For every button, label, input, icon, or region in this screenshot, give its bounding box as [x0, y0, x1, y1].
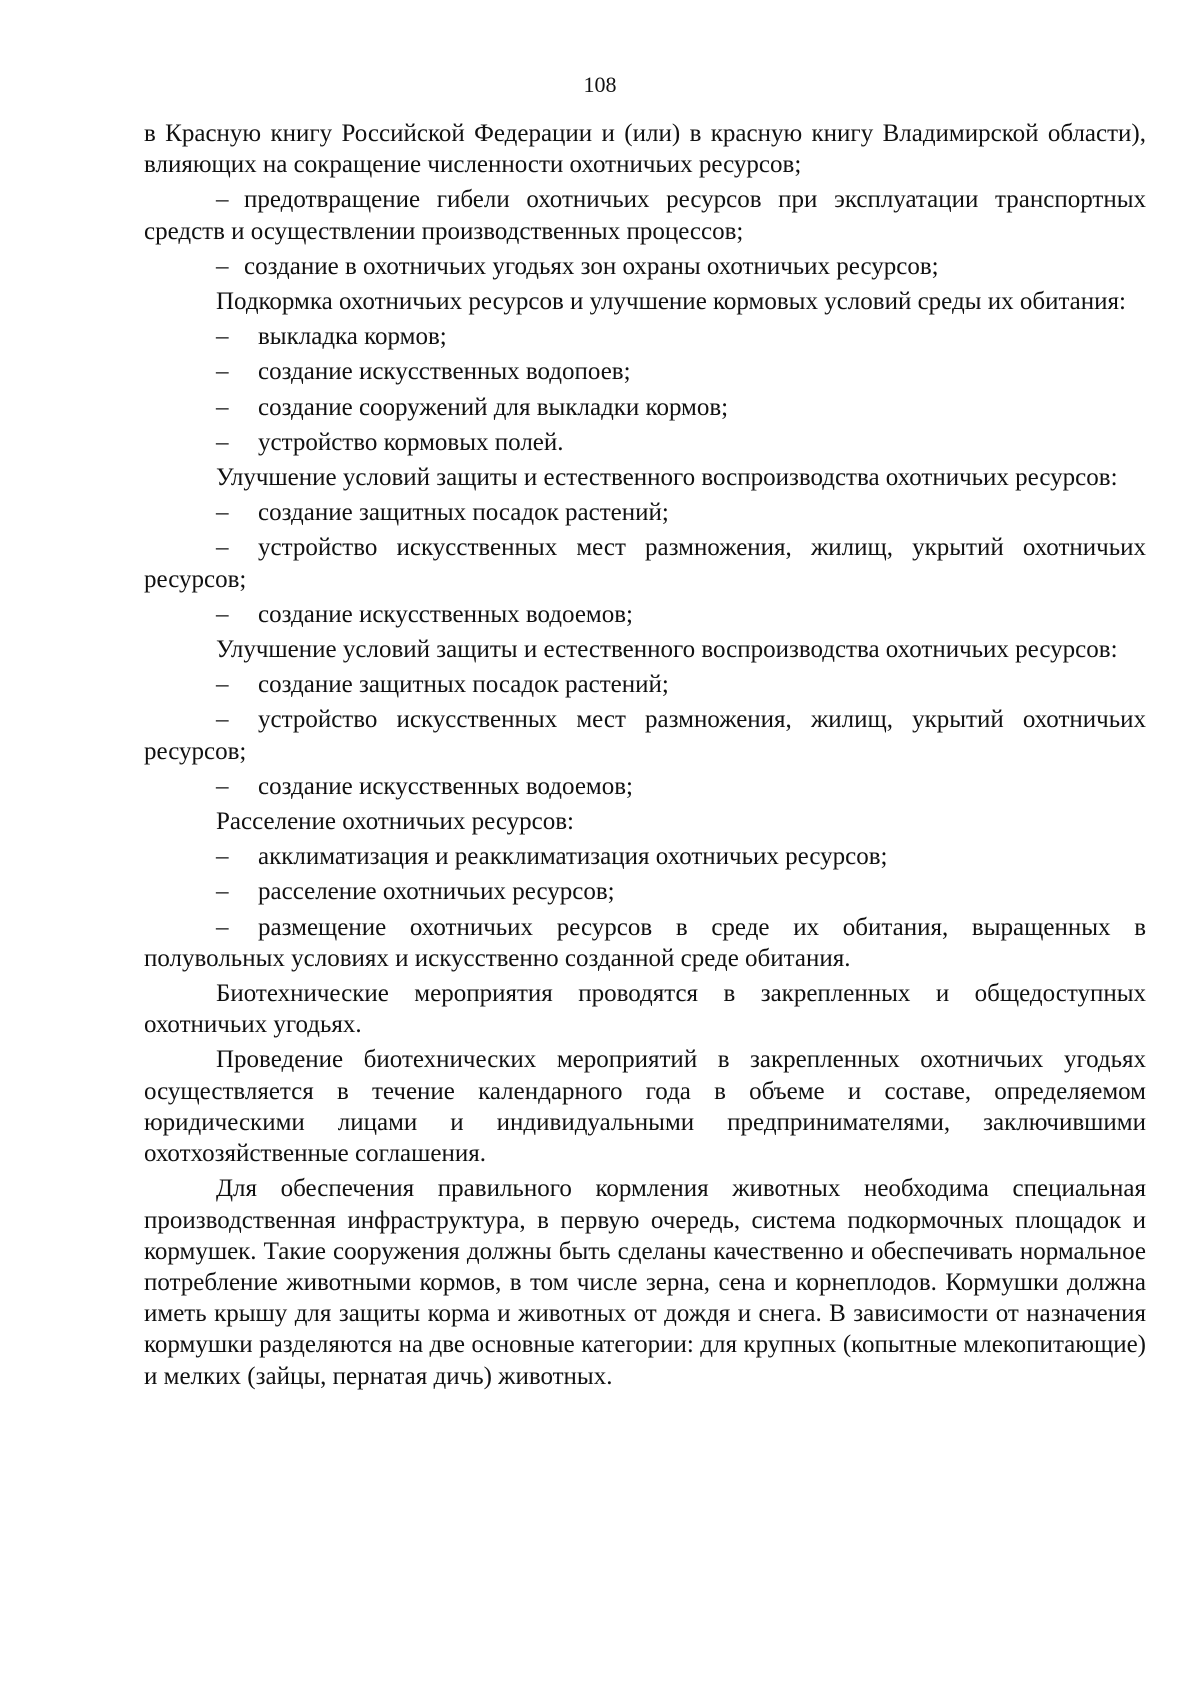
- dash-marker: –: [216, 186, 229, 214]
- paragraph: [144, 1040, 1146, 1169]
- list-item-text: расселение охотничьих ресурсов;: [258, 878, 615, 906]
- list-item-text: создание защитных посадок растений;: [258, 671, 669, 699]
- list-item: [144, 908, 1146, 974]
- list-item-text: создание защитных посадок растений;: [258, 499, 669, 527]
- dash-marker: –: [216, 772, 229, 800]
- section-heading: [144, 282, 1146, 317]
- heading-text: Улучшение условий защиты и естественного воспроизводства охотничьих ресурсов:: [216, 636, 1118, 664]
- dash-marker: –: [216, 428, 229, 456]
- dash-marker: –: [216, 706, 229, 734]
- list-item: [144, 180, 1146, 246]
- list-item-text: создание искусственных водопоев;: [258, 358, 631, 386]
- paragraph: [144, 974, 1146, 1040]
- list-item: [144, 528, 1146, 594]
- dash-marker: –: [216, 600, 229, 628]
- list-item-text: создание искусственных водоемов;: [258, 772, 633, 800]
- list-item-text: создание в охотничьих угодьях зон охраны охотничьих ресурсов;: [244, 252, 939, 280]
- list-item-text: создание искусственных водоемов;: [258, 600, 633, 628]
- paragraph-continuation: [144, 118, 1146, 180]
- paragraph-text: в Красную книгу Российской Федерации и (или) в красную книгу Владимирской области), влияющих на сокращение численности охотничьих ресурсов;: [144, 120, 1146, 179]
- heading-text: Подкормка охотничьих ресурсов и улучшение кормовых условий среды их обитания:: [216, 288, 1126, 316]
- dash-marker: –: [216, 499, 229, 527]
- document-body: [144, 118, 1146, 1392]
- paragraph-text: Для обеспечения правильного кормления животных необходима специальная производственная инфраструктура, в первую очередь, система подкормочных площадок и кормушек. Такие сооружения должны быть сделаны качественно и обеспечивать нормальное потребление животными кормов, в том числе зерна, сена и корнеплодов. Кормушки должна иметь крышу для защиты корма и животных от дождя и снега. В зависимости от назначения кормушки разделяются на две основные категории: для крупных (копытные млекопитающие) и мелких (зайцы, пернатая дичь) животных.: [144, 1175, 1146, 1390]
- list-item: [144, 493, 1146, 528]
- list-item-text: устройство искусственных мест размножения, жилищ, укрытий охотничьих ресурсов;: [144, 534, 1146, 593]
- paragraph: [144, 1169, 1146, 1391]
- dash-marker: –: [216, 534, 229, 562]
- page-number: 108: [583, 72, 617, 97]
- dash-marker: –: [216, 358, 229, 386]
- section-heading: [144, 802, 1146, 837]
- paragraph-text: Проведение биотехнических мероприятий в закрепленных охотничьих угодьях осуществляется в течение календарного года в объеме и составе, определяемом юридическими лицами и индивидуальными предпринимателями, заключившими охотхозяйственные соглашения.: [144, 1046, 1146, 1168]
- list-item: [144, 767, 1146, 802]
- list-item-text: устройство искусственных мест размножения, жилищ, укрытий охотничьих ресурсов;: [144, 706, 1146, 765]
- list-item-text: создание сооружений для выкладки кормов;: [258, 393, 729, 421]
- list-item-text: акклиматизация и реакклиматизация охотничьих ресурсов;: [258, 843, 888, 871]
- list-item-text: размещение охотничьих ресурсов в среде их обитания, выращенных в полувольных условиях и искусственно созданной среде обитания.: [144, 913, 1146, 972]
- list-item: [144, 872, 1146, 907]
- list-item-text: устройство кормовых полей.: [258, 428, 564, 456]
- dash-marker: –: [216, 252, 229, 280]
- dash-marker: –: [216, 913, 229, 941]
- list-item: [144, 352, 1146, 387]
- list-item: [144, 837, 1146, 872]
- list-item: [144, 388, 1146, 423]
- list-item: [144, 595, 1146, 630]
- list-item: [144, 247, 1146, 282]
- list-item: [144, 665, 1146, 700]
- list-item: [144, 423, 1146, 458]
- heading-text: Расселение охотничьих ресурсов:: [216, 808, 574, 836]
- section-heading: [144, 458, 1146, 493]
- heading-text: Улучшение условий защиты и естественного воспроизводства охотничьих ресурсов:: [216, 464, 1118, 492]
- dash-marker: –: [216, 878, 229, 906]
- paragraph-text: Биотехнические мероприятия проводятся в закрепленных и общедоступных охотничьих угодьях.: [144, 980, 1146, 1039]
- list-item-text: предотвращение гибели охотничьих ресурсов при эксплуатации транспортных средств и осуществлении производственных процессов;: [144, 186, 1146, 245]
- list-item-text: выкладка кормов;: [258, 323, 447, 351]
- dash-marker: –: [216, 671, 229, 699]
- list-item: [144, 700, 1146, 766]
- dash-marker: –: [216, 323, 229, 351]
- section-heading: [144, 630, 1146, 665]
- dash-marker: –: [216, 843, 229, 871]
- dash-marker: –: [216, 393, 229, 421]
- list-item: [144, 317, 1146, 352]
